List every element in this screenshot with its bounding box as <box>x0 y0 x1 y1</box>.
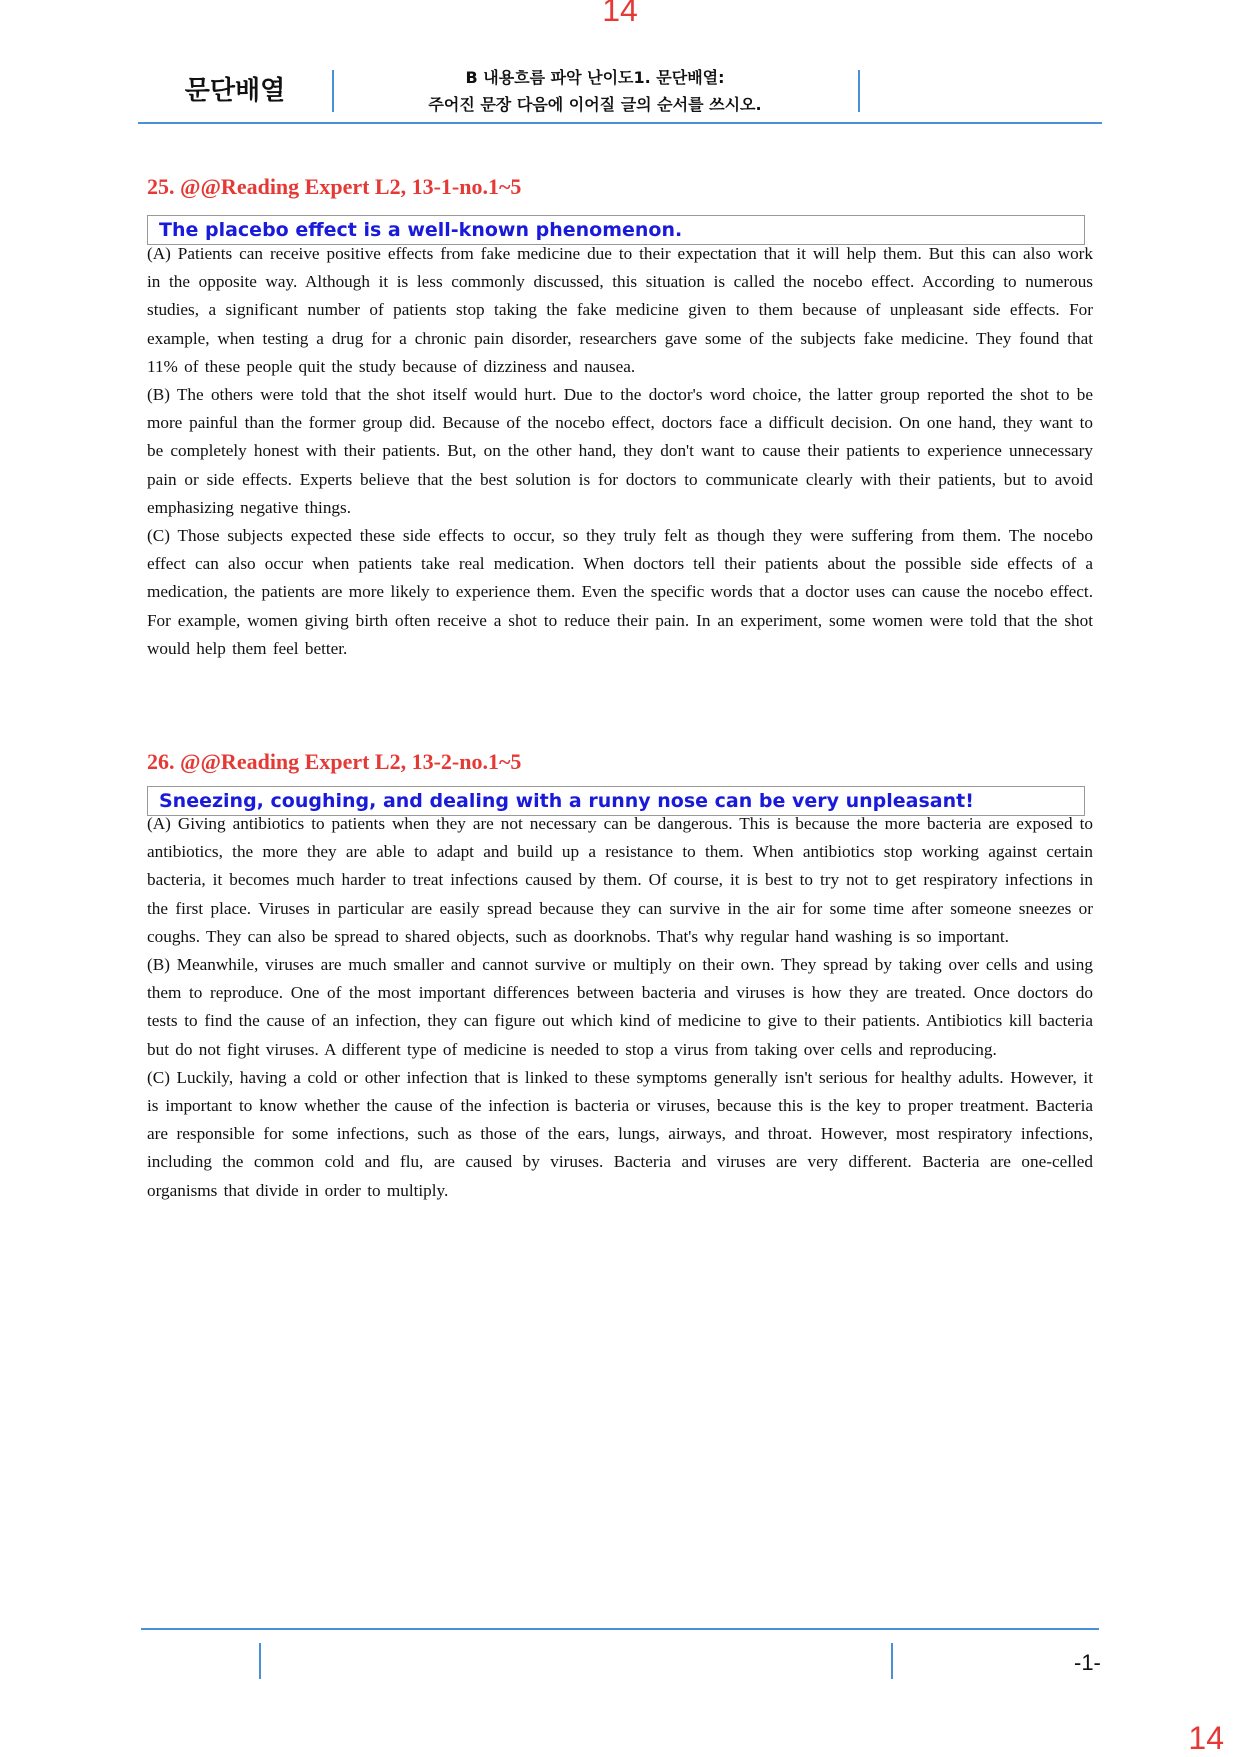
header-description-line-2: 주어진 문장 다음에 이어질 글의 순서를 쓰시오. <box>428 95 762 114</box>
paragraph-c: (C) Those subjects expected these side effects to occur, so they truly felt as though they were suffering from them. The nocebo effect can also occur when patients take real medication. When doctors tell their patients about the possible side effects of a medication, the patients are more likely to experience them. Even the specific words that a doctor uses can cause the nocebo effect. For example, women giving birth often receive a shot to reduce their pain. In an experiment, some women were told that the shot would help them feel better. <box>147 526 1093 658</box>
given-sentence-box: Sneezing, coughing, and dealing with a runny nose can be very unpleasant! <box>147 786 1085 816</box>
header-description-line-1: B 내용흐름 파악 난이도1. 문단배열: <box>465 68 725 87</box>
header-divider-right <box>858 70 860 112</box>
paragraph-a: (A) Patients can receive positive effects from fake medicine due to their expectation that it will help them. But this can also work in the opposite way. Although it is less commonly discussed, this situation is called the nocebo effect. According to numerous studies, a significant number of patients stop taking the fake medicine given to them because of unpleasant side effects. For example, when testing a drug for a chronic pain disorder, researchers gave some of the subjects fake medicine. They found that 11% of these people quit the study because of dizziness and nausea. <box>147 244 1093 376</box>
footer-divider-right <box>891 1643 893 1679</box>
page-number-top: 14 <box>602 0 638 28</box>
paragraph-a: (A) Giving antibiotics to patients when they are not necessary can be dangerous. This is because the more bacteria are exposed to antibiotics, the more they are able to adapt and build up a resistance to them. When antibiotics stop working against certain bacteria, it becomes much harder to treat infections caused by them. Of course, it is best to try not to get respiratory infections in the first place. Viruses in particular are easily spread because they can survive in the air for some time after someone sneezes or coughs. They can also be spread to shared objects, such as doorknobs. That's why regular hand washing is so important. <box>147 814 1093 946</box>
page-number-bottom: 14 <box>1188 1720 1224 1756</box>
question-title: 25. @@Reading Expert L2, 13-1-no.1~5 <box>147 174 522 199</box>
paragraph-b: (B) Meanwhile, viruses are much smaller and cannot survive or multiply on their own. They spread by taking over cells and using them to reproduce. One of the most important differences between bacteria and viruses is how they are treated. Once doctors do tests to find the cause of an infection, they can figure out which kind of medicine to give to their patients. Antibiotics kill bacteria but do not fight viruses. A different type of medicine is needed to stop a virus from taking over cells and reproducing. <box>147 955 1093 1059</box>
given-sentence-box: The placebo effect is a well-known phenomenon. <box>147 215 1085 245</box>
footer-divider-left <box>259 1643 261 1679</box>
header-title: 문단배열 <box>184 76 286 106</box>
header-rule <box>138 122 1102 124</box>
question-title: 26. @@Reading Expert L2, 13-2-no.1~5 <box>147 749 522 774</box>
paragraph-b: (B) The others were told that the shot itself would hurt. Due to the doctor's word choice, the latter group reported the shot to be more painful than the former group did. Because of the nocebo effect, doctors face a difficult decision. On one hand, they want to be completely honest with their patients. But, on the other hand, they don't want to cause their patients to experience unnecessary pain or side effects. Experts believe that the best solution is for doctors to communicate clearly with their patients, but to avoid emphasizing negative things. <box>147 385 1093 517</box>
header-divider-left <box>332 70 334 112</box>
paragraph-c: (C) Luckily, having a cold or other infection that is linked to these symptoms generally isn't serious for healthy adults. However, it is important to know whether the cause of the infection is bacteria or viruses, because this is the key to proper treatment. Bacteria are responsible for some infections, such as those of the ears, lungs, airways, and throat. However, most respiratory infections, including the common cold and flu, are caused by viruses. Bacteria and viruses are very different. Bacteria are one-celled organisms that divide in order to multiply. <box>147 1067 1093 1200</box>
passage <box>147 810 1093 1205</box>
passage <box>147 240 1093 663</box>
footer-rule <box>141 1628 1099 1630</box>
header-description <box>335 64 855 118</box>
footer-page-number: -1- <box>1074 1650 1101 1675</box>
